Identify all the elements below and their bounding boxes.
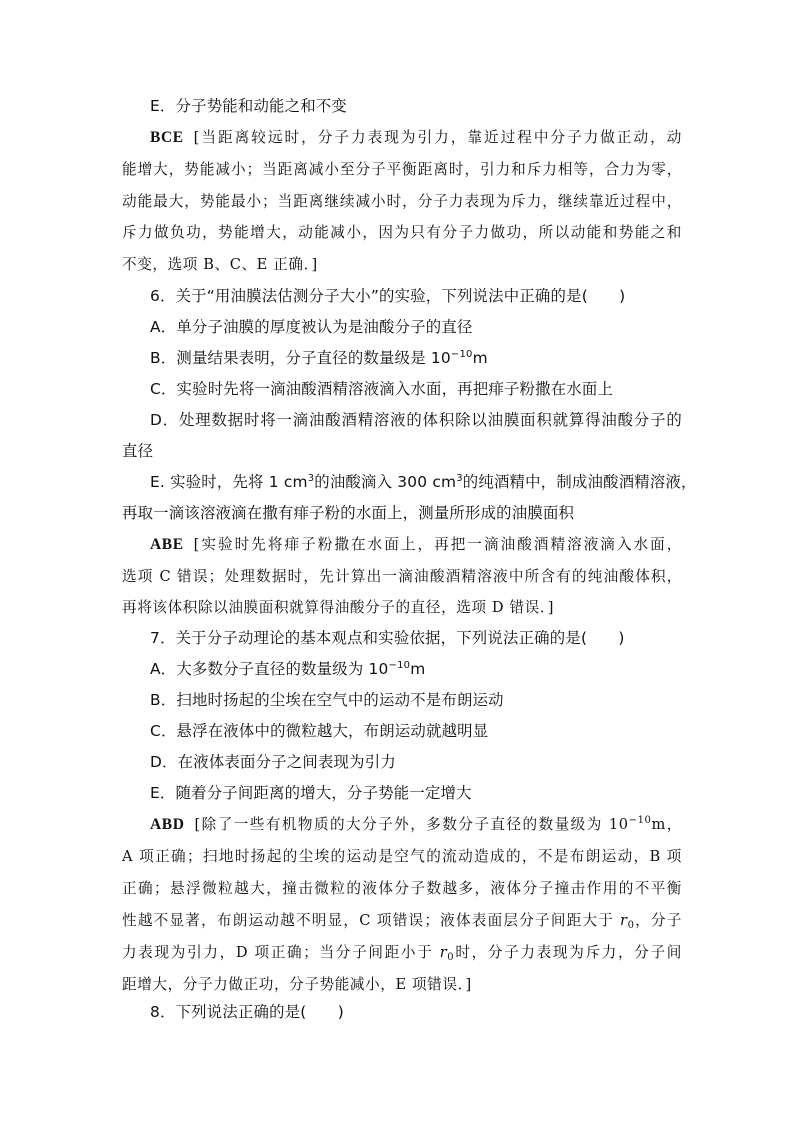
q8-stem: 8．下列说法正确的是( ) [150, 1003, 344, 1021]
q7-option-e: E．随着分子间距离的增大，分子势能一定增大 [150, 784, 472, 802]
q6-answer: ABE [150, 536, 184, 553]
q6-stem: 6．关于“用油膜法估测分子大小”的实验，下列说法中正确的是( ) [150, 287, 626, 305]
q7-explanation-line5: 力表现为引力，D 项正确；当分子间距小于 $r_0$时，分子力表现为斥力，分子间 [122, 944, 682, 963]
q7-option-c: C．悬浮在液体中的微粒越大，布朗运动就越明显 [150, 722, 489, 740]
q6-option-e-line1: E. 实验时，先将 1 $cm^3$的油酸滴入 300 $cm^3$的纯酒精中，制成油酸酒精溶液， [150, 473, 697, 491]
q6-explanation-line3: 再将该体积除以油膜面积就算得油酸分子的直径，选项 D 错误．] [122, 599, 555, 616]
q5-explanation-line1: BCE [当距离较远时，分子力表现为引力，靠近过程中分子力做正动，动 [150, 129, 682, 146]
r0-symbol: r [439, 944, 448, 961]
q7-option-b: B．扫地时扬起的尘埃在空气中的运动不是布朗运动 [150, 691, 504, 709]
r0-symbol: r [620, 912, 628, 929]
q7-explanation-line2: A 项正确；扫地时扬起的尘埃的运动是空气的流动造成的，不是布朗运动，B 项 [122, 848, 682, 865]
q6-option-d-line1: D．处理数据时将一滴油酸酒精溶液的体积除以油膜面积就算得油酸分子的 [150, 411, 682, 429]
q5-option-e: E．分子势能和动能之和不变 [150, 97, 348, 115]
q7-explanation-line1: ABD [除了一些有机物质的大分子外，多数分子直径的数量级为 $10^{-10}m$， [150, 815, 682, 833]
q6-option-d-line2: 直径 [122, 442, 154, 460]
q5-explanation-line3: 动能最大，势能最小；当距离继续减小时，分子力表现为斥力，继续靠近过程中， [122, 193, 682, 210]
q7-explanation-line4: 性越不显著，布朗运动越不明显，C 项错误；液体表面层分子间距大于 $r_0$，分子 [122, 912, 682, 931]
q6-explanation-line2: 选项 C 错误；处理数据时，先计算出一滴油酸酒精溶液中所含有的纯油酸体积， [122, 568, 682, 585]
q7-explanation-line3: 正确；悬浮微粒越大，撞击微粒的液体分子数越多，液体分子撞击作用的不平衡 [122, 880, 682, 897]
q7-stem: 7．关于分子动理论的基本观点和实验依据，下列说法正确的是( ) [150, 629, 625, 647]
q7-explanation-line6: 距增大，分子力做正功，分子势能减小，E 项错误．] [122, 976, 472, 993]
q6-option-c: C．实验时先将一滴油酸酒精溶液滴入水面，再把痱子粉撒在水面上 [150, 380, 614, 398]
q7-answer: ABD [150, 816, 185, 833]
q7-option-d: D．在液体表面分子之间表现为引力 [150, 753, 396, 771]
q6-option-a: A．单分子油膜的厚度被认为是油酸分子的直径 [150, 318, 473, 336]
q6-option-e-line2: 再取一滴该溶液滴在撒有痱子粉的水面上，测量所形成的油膜面积 [122, 504, 575, 522]
q7-option-a: A．大多数分子直径的数量级为 $10^{-10}m$ [150, 660, 426, 678]
q5-explanation-line4: 斥力做负功，势能增大，动能减小，因为只有分子力做功，所以动能和势能之和 [122, 224, 682, 241]
q6-explanation-line1: ABE [实验时先将痱子粉撒在水面上，再把一滴油酸酒精溶液滴入水面， [150, 536, 682, 553]
q6-option-b: B．测量结果表明，分子直径的数量级是 $10^{-10}m$ [150, 349, 488, 367]
q5-explanation-line5: 不变，选项 B、C、E 正确．] [122, 256, 318, 273]
q5-explanation-line2: 能增大，势能减小；当距离减小至分子平衡距离时，引力和斥力相等，合力为零， [122, 161, 682, 178]
q5-answer: BCE [150, 129, 184, 146]
